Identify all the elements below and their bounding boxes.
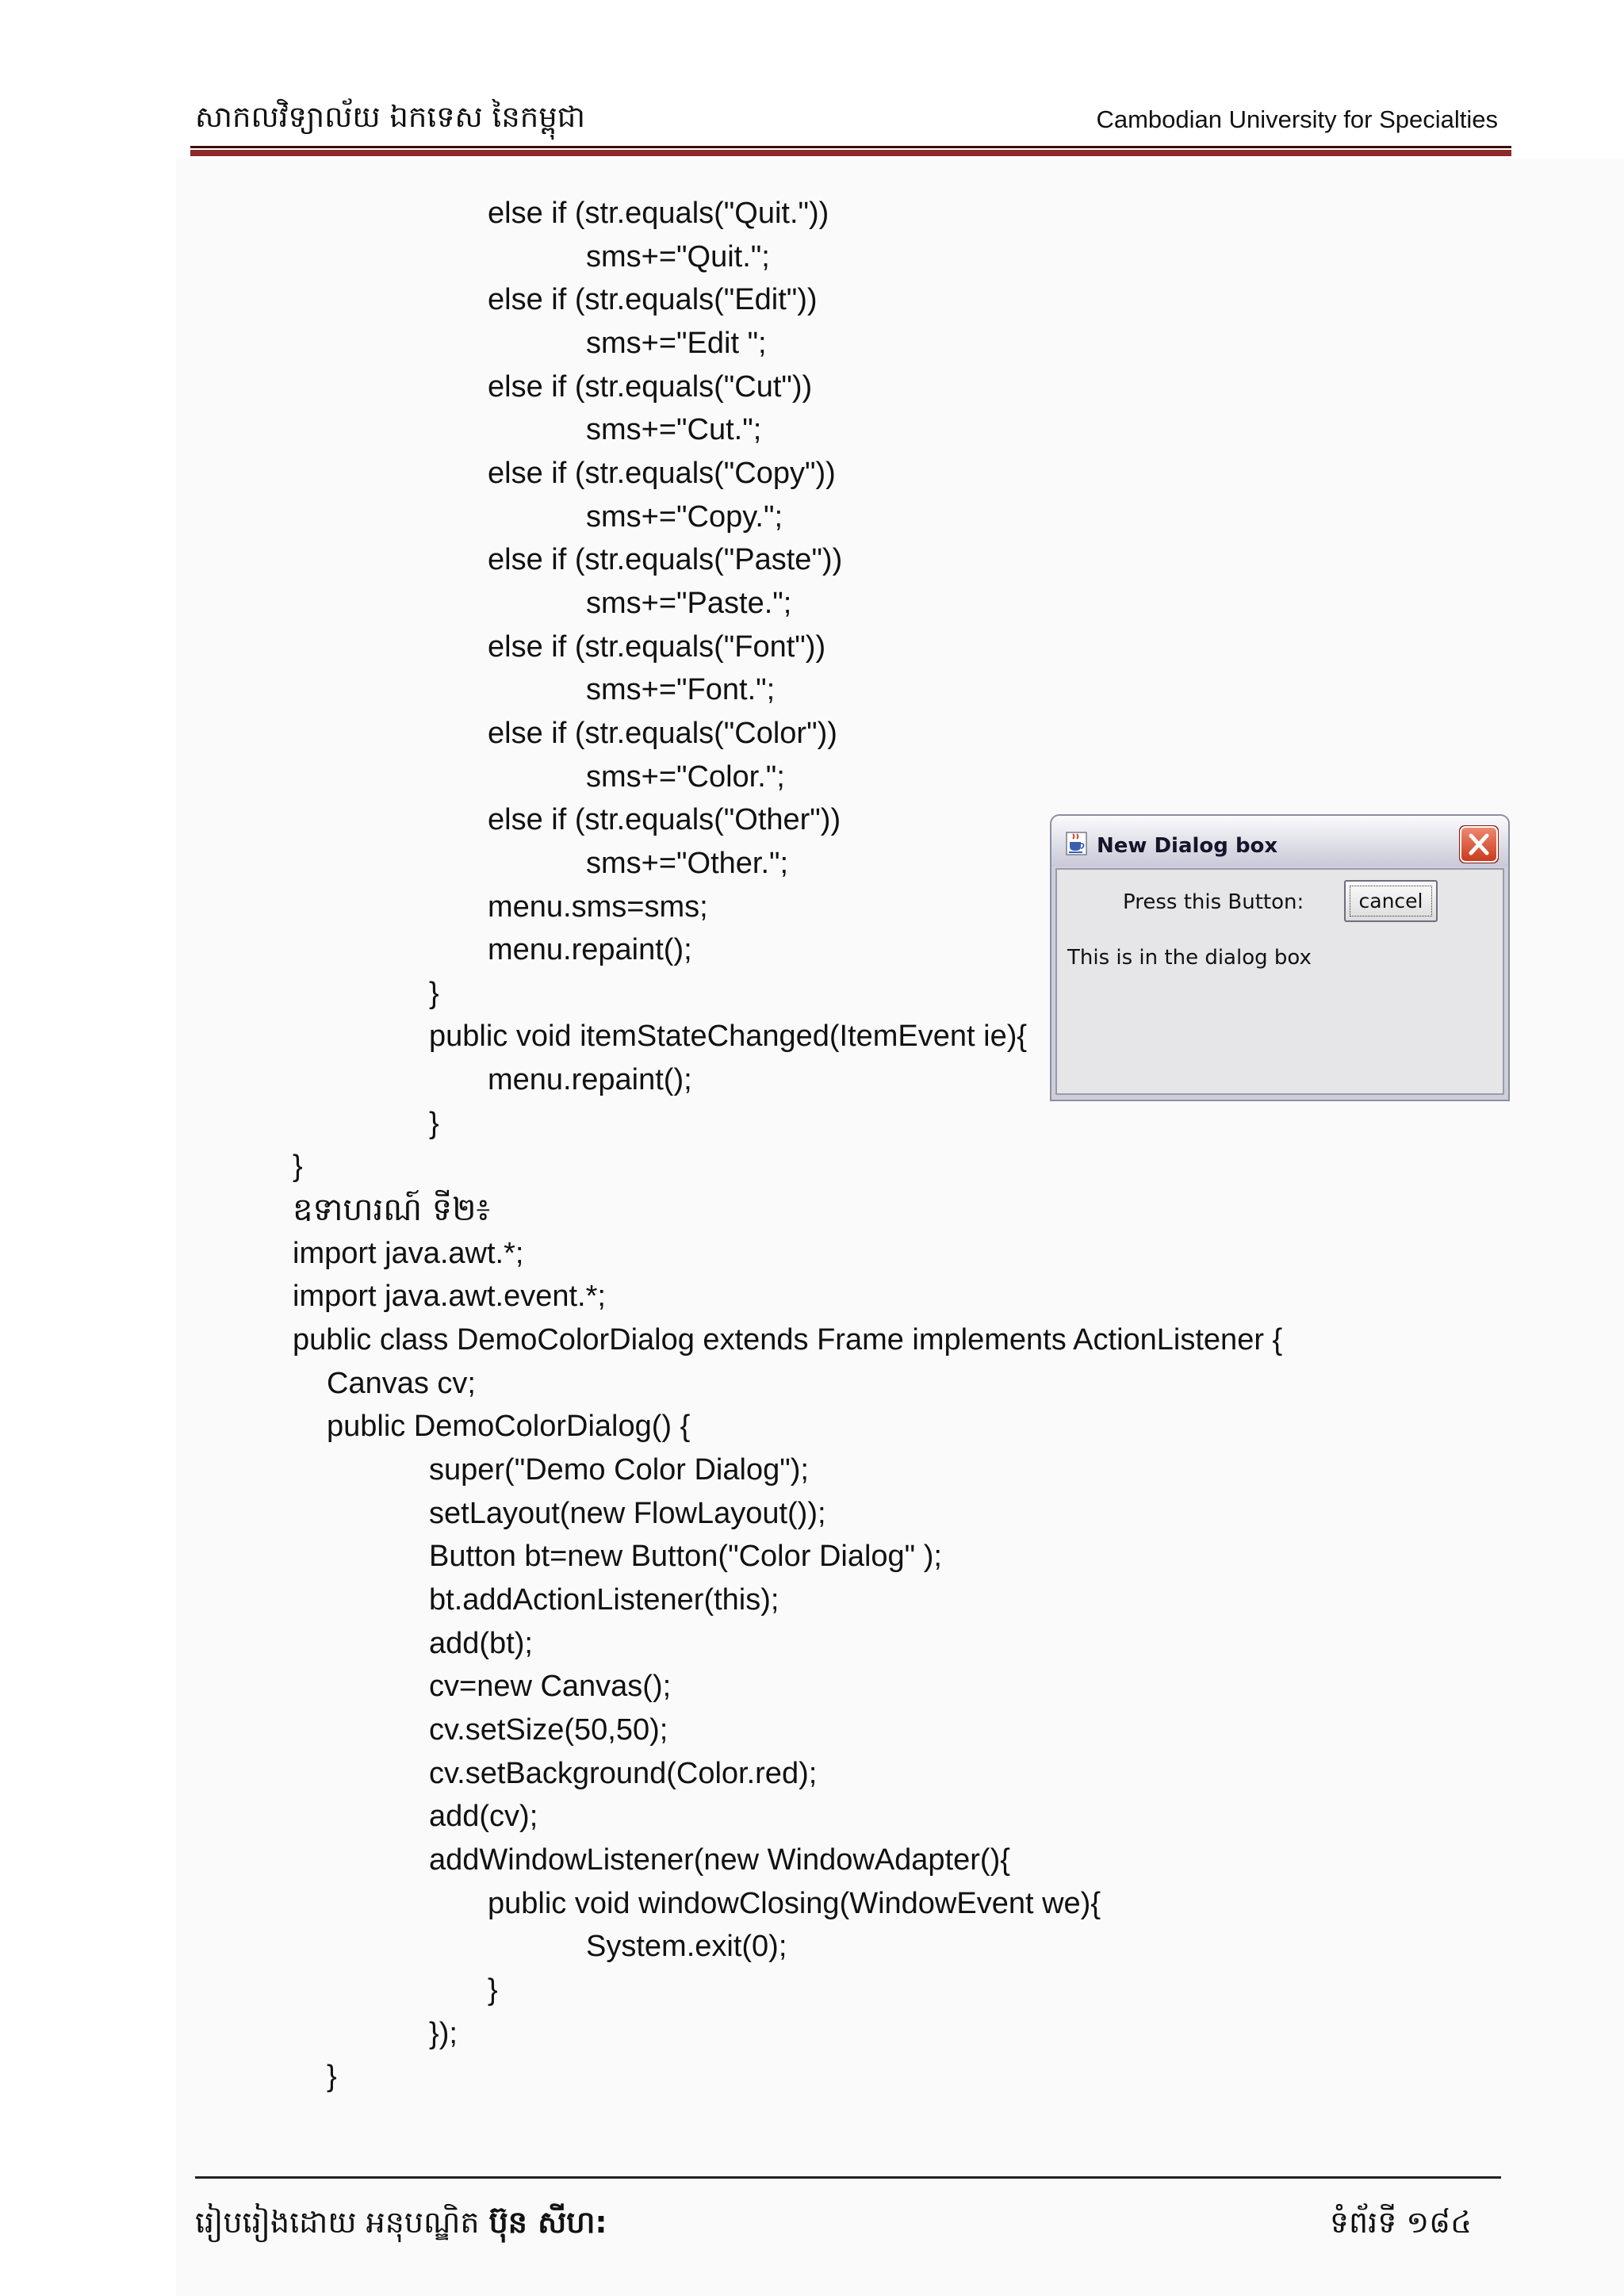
code-line: sms+="Quit."; xyxy=(586,239,770,274)
code-line: } xyxy=(293,1150,303,1184)
code-line: Canvas cv; xyxy=(327,1366,476,1400)
code-line: sms+="Color."; xyxy=(586,760,785,794)
java-cup-icon xyxy=(1065,832,1090,856)
code-line: setLayout(new FlowLayout()); xyxy=(429,1496,826,1530)
code-line: add(cv); xyxy=(429,1800,538,1834)
code-line: menu.repaint(); xyxy=(488,1063,692,1097)
code-line: cv=new Canvas(); xyxy=(429,1670,672,1704)
code-line: sms+="Cut."; xyxy=(586,413,762,447)
code-line: } xyxy=(327,2060,337,2094)
close-icon xyxy=(1458,825,1500,864)
code-line: sms+="Copy."; xyxy=(586,499,783,534)
footer-prepared-by: រៀបរៀងដោយ អនុបណ្ឌិត xyxy=(195,2205,480,2240)
code-line: else if (str.equals("Color")) xyxy=(488,716,837,750)
footer-page-number: ទំព័រទី ១៨៤ xyxy=(1329,2205,1472,2240)
code-line: public void itemStateChanged(ItemEvent ie){ xyxy=(429,1020,1028,1054)
code-line: else if (str.equals("Edit")) xyxy=(488,283,818,317)
dialog-message: This is in the dialog box xyxy=(1067,946,1312,970)
dialog-title: New Dialog box xyxy=(1097,834,1278,858)
cancel-button-label: cancel xyxy=(1358,890,1423,913)
header-rule-thick xyxy=(190,150,1511,156)
code-line: } xyxy=(429,1106,439,1140)
code-line: else if (str.equals("Other")) xyxy=(488,803,841,837)
code-line: public DemoColorDialog() { xyxy=(327,1410,691,1444)
header-rule xyxy=(190,146,1511,148)
footer-author-name: ប៊ុន សីហ: xyxy=(488,2205,607,2240)
code-line: else if (str.equals("Quit.")) xyxy=(488,197,829,230)
dialog-title-bar xyxy=(1051,816,1508,867)
code-line: sms+="Edit "; xyxy=(586,326,767,360)
cancel-button xyxy=(1344,880,1438,922)
code-line: menu.sms=sms; xyxy=(488,890,708,924)
footer-rule xyxy=(195,2176,1501,2179)
code-line: import java.awt.*; xyxy=(293,1236,524,1270)
code-line: public class DemoColorDialog extends Frame implements ActionListener { xyxy=(293,1323,1283,1357)
section-heading: ឧទាហរណ៍ ទី២៖ xyxy=(293,1192,491,1229)
code-line: public void windowClosing(WindowEvent we){ xyxy=(488,1886,1101,1920)
footer-author xyxy=(195,2200,607,2244)
code-line: else if (str.equals("Font")) xyxy=(488,629,826,664)
code-listing xyxy=(0,192,1507,2099)
header-university-khmer: សាកលវិទ្យាល័យ ឯកទេស នៃកម្ពុជា xyxy=(195,100,585,134)
dialog-label: Press this Button: xyxy=(1123,890,1304,914)
code-line: menu.repaint(); xyxy=(488,933,692,967)
code-line: else if (str.equals("Copy")) xyxy=(488,456,836,490)
code-line: else if (str.equals("Cut")) xyxy=(488,369,813,404)
code-line: }); xyxy=(429,2016,458,2050)
code-line: addWindowListener(new WindowAdapter(){ xyxy=(429,1843,1010,1877)
code-line: import java.awt.event.*; xyxy=(293,1280,606,1314)
code-line: cv.setSize(50,50); xyxy=(429,1712,668,1747)
code-line: } xyxy=(429,976,439,1010)
header-university-english: Cambodian University for Specialties xyxy=(1096,105,1498,133)
code-line: sms+="Font."; xyxy=(586,673,776,707)
code-line: cv.setBackground(Color.red); xyxy=(429,1756,818,1790)
code-line: else if (str.equals("Paste")) xyxy=(488,543,843,577)
code-line: sms+="Paste."; xyxy=(586,586,792,620)
code-line: System.exit(0); xyxy=(586,1930,787,1964)
code-line: Button bt=new Button("Color Dialog" ); xyxy=(429,1540,942,1574)
code-line: bt.addActionListener(this); xyxy=(429,1583,779,1617)
dialog-body xyxy=(1055,868,1504,1095)
code-line: sms+="Other."; xyxy=(586,846,789,880)
code-line: super("Demo Color Dialog"); xyxy=(429,1453,809,1487)
code-line: add(bt); xyxy=(429,1626,533,1660)
code-line: } xyxy=(488,1973,498,2007)
dialog-screenshot xyxy=(1050,814,1510,1101)
